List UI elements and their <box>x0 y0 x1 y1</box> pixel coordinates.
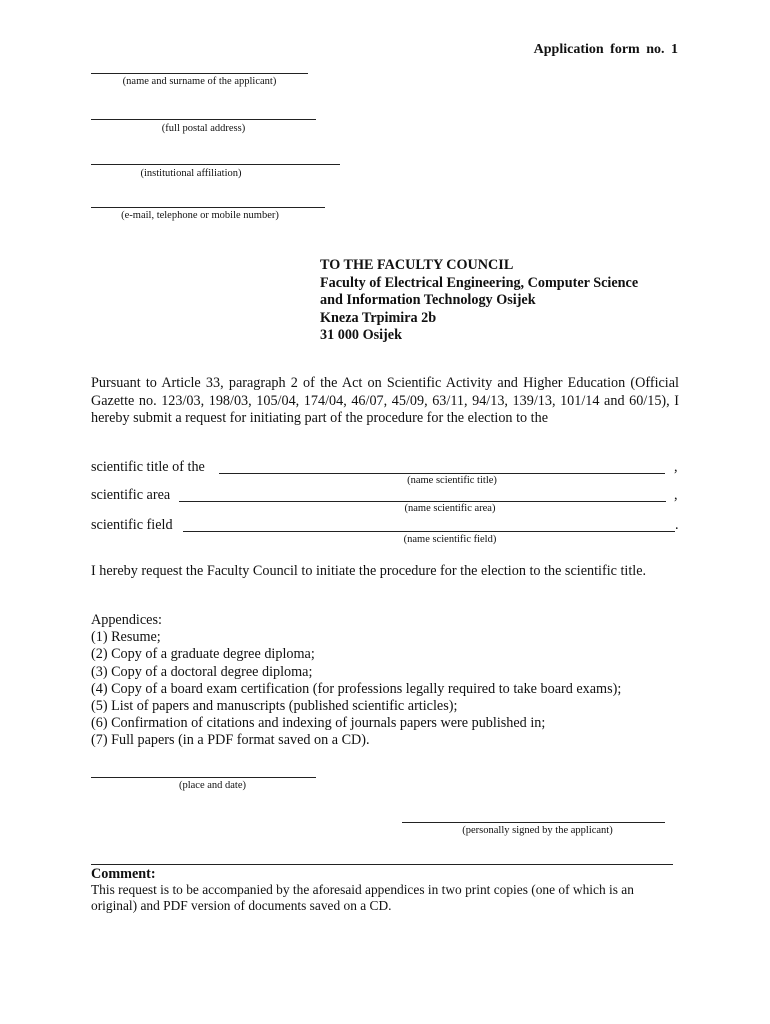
period: . <box>675 517 679 533</box>
recipient-line: Kneza Trpimira 2b <box>320 309 437 326</box>
affiliation-caption: (institutional affiliation) <box>140 168 242 179</box>
postal-address-line[interactable] <box>91 119 316 120</box>
scientific-field-row <box>91 517 687 535</box>
scientific-title-label: scientific title of the <box>91 459 205 475</box>
appendices-list <box>91 612 621 750</box>
signature-line[interactable] <box>402 822 665 823</box>
applicant-name-caption: (name and surname of the applicant) <box>122 76 277 87</box>
place-date-caption: (place and date) <box>178 780 247 791</box>
comment-divider <box>91 864 673 865</box>
appendix-item: (5) List of papers and manuscripts (published scientific articles); <box>91 698 458 715</box>
comma: , <box>674 487 678 503</box>
recipient-line: and Information Technology Osijek <box>320 292 536 309</box>
comment-text: This request is to be accompanied by the aforesaid appendices in two print copies (one of which is an original) and PDF version of documents saved on a CD. <box>91 882 634 914</box>
scientific-field-input[interactable] <box>183 531 675 532</box>
appendix-item: (2) Copy of a graduate degree diploma; <box>91 646 315 663</box>
scientific-title-input[interactable] <box>219 473 665 474</box>
intro-paragraph: Pursuant to Article 33, paragraph 2 of the Act on Scientific Activity and Higher Education (Official Gazette no. 123/03, 198/03, 105/04, 174/04, 46/07, 45/09, 63/11, 94/13, 139/13, 101/14 and 60/15), I hereby submit a request for initiating part of the procedure for the election to the <box>91 375 679 427</box>
appendix-item: (3) Copy of a doctoral degree diploma; <box>91 663 313 680</box>
signature-caption: (personally signed by the applicant) <box>462 825 613 836</box>
contact-caption: (e-mail, telephone or mobile number) <box>121 210 279 221</box>
comma: , <box>674 459 678 475</box>
affiliation-line[interactable] <box>91 164 340 165</box>
scientific-title-caption: (name scientific title) <box>407 475 497 486</box>
recipient-line: TO THE FACULTY COUNCIL <box>320 257 514 273</box>
appendix-item: (7) Full papers (in a PDF format saved on a CD). <box>91 732 370 749</box>
appendix-item: (1) Resume; <box>91 629 161 646</box>
form-number: Application form no. 1 <box>533 42 678 57</box>
scientific-area-label: scientific area <box>91 487 171 503</box>
appendix-item: (4) Copy of a board exam certification (for professions legally required to take board exams); <box>91 680 622 697</box>
applicant-name-line[interactable] <box>91 73 308 74</box>
request-paragraph: I hereby request the Faculty Council to initiate the procedure for the election to the scientific title. <box>91 563 647 579</box>
appendices-heading: Appendices: <box>91 612 162 628</box>
postal-address-caption: (full postal address) <box>161 123 246 134</box>
scientific-area-input[interactable] <box>179 501 666 502</box>
comment-heading: Comment: <box>91 866 156 882</box>
place-date-line[interactable] <box>91 777 316 778</box>
recipient-address <box>320 257 638 345</box>
scientific-field-label: scientific field <box>91 517 173 533</box>
appendix-item: (6) Confirmation of citations and indexing of journals papers were published in; <box>91 715 546 732</box>
scientific-field-caption: (name scientific field) <box>403 534 497 545</box>
comment-block <box>91 866 681 915</box>
scientific-area-caption: (name scientific area) <box>404 503 496 514</box>
recipient-line: 31 000 Osijek <box>320 327 402 344</box>
recipient-line: Faculty of Electrical Engineering, Computer Science <box>320 274 639 291</box>
contact-line[interactable] <box>91 207 325 208</box>
